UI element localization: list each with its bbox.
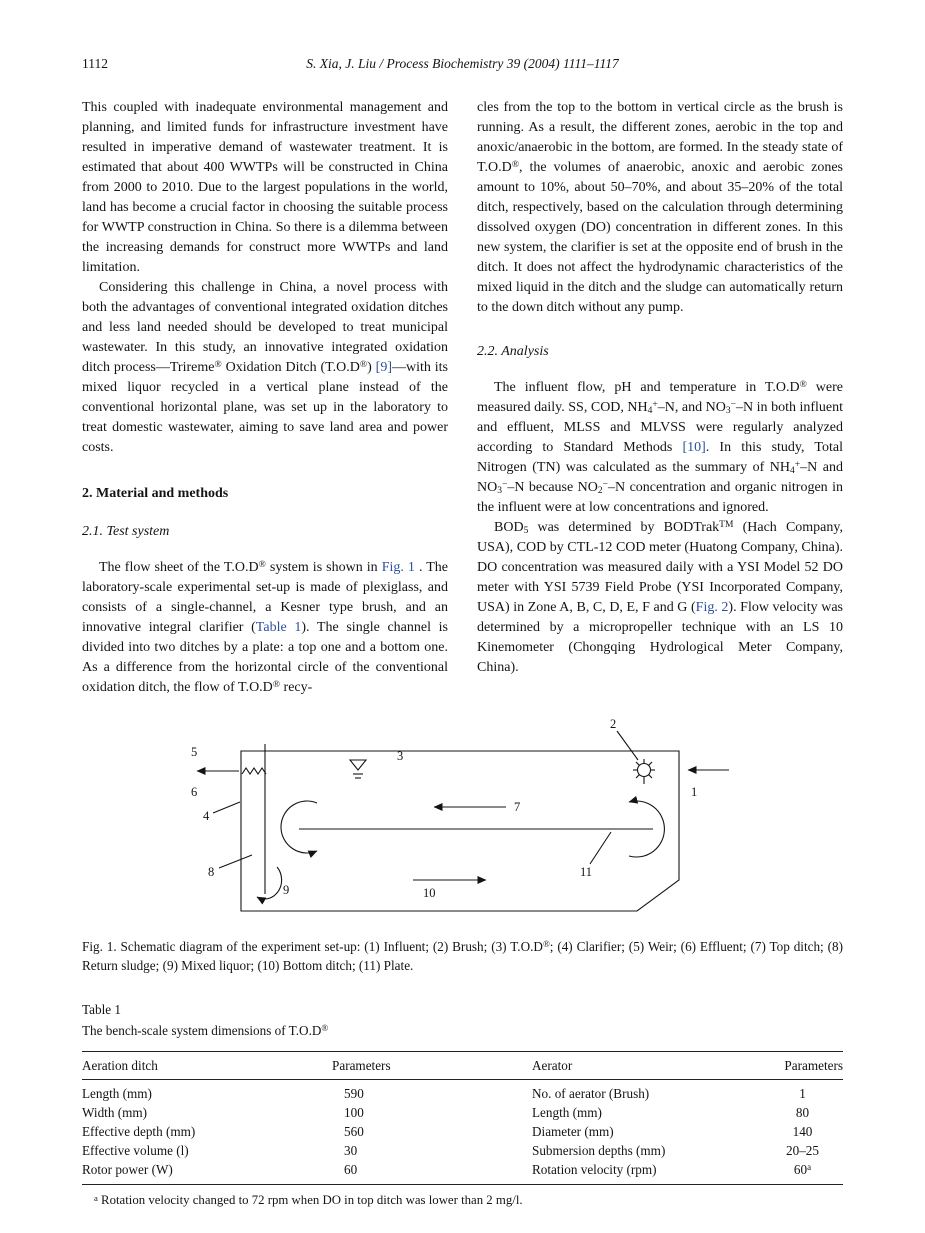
paragraph-intro — [82, 98, 448, 278]
figure-label-10: 10 — [422, 886, 435, 900]
table-cell — [82, 1103, 332, 1122]
text-segment: were measured daily. SS, COD, NH — [477, 380, 844, 415]
superscript: ® — [511, 160, 519, 171]
left-circulation-arrow — [281, 801, 317, 853]
superscript: + — [794, 460, 801, 471]
subscript: 3 — [725, 406, 731, 417]
figure-label-5: 5 — [190, 745, 197, 759]
text-segment: recy- — [280, 680, 313, 695]
table-cell — [82, 1080, 332, 1104]
text-segment: 80 — [795, 1105, 810, 1121]
figure-label-7: 7 — [513, 800, 520, 814]
column-header-parameters-1: Parameters — [332, 1052, 532, 1080]
table-row — [82, 1141, 843, 1160]
text-segment: Width (mm) — [82, 1105, 148, 1121]
figure-label-11: 11 — [579, 865, 592, 879]
superscript: ® — [799, 380, 807, 391]
table-cell — [532, 1122, 762, 1141]
text-segment: ). The single channel is divided into two ditches by a plate: a top one and a bottom one. As a difference from the horizontal circle of the conventional oxidation ditch, the flow of T.O.D — [82, 620, 448, 695]
paragraph-challenge — [82, 278, 448, 458]
table-cell — [82, 1122, 332, 1141]
figure-label-2: 2 — [609, 718, 616, 731]
superscript: ® — [272, 680, 281, 691]
figure-label-9: 9 — [282, 883, 289, 897]
table-cell — [532, 1103, 762, 1122]
superscript: − — [602, 480, 609, 491]
text-segment: 100 — [344, 1105, 364, 1121]
paragraph-measurements — [477, 378, 843, 518]
citation-link[interactable]: Table 1 — [255, 620, 302, 635]
page-header — [82, 56, 843, 76]
text-segment: The bench-scale system dimensions of T.O.D — [82, 1023, 322, 1039]
text-segment: system is shown in — [265, 560, 382, 575]
superscript: − — [502, 480, 508, 491]
paragraph-zones — [477, 98, 843, 318]
text-segment: 1 — [799, 1086, 806, 1102]
citation-link[interactable]: Fig. 2 — [695, 600, 729, 615]
superscript: ® — [542, 939, 550, 950]
text-segment: was determined by BODTrak — [528, 520, 720, 535]
text-segment: 590 — [344, 1086, 364, 1102]
text-segment: Length (mm) — [532, 1105, 602, 1121]
citation-link[interactable]: Fig. 1 — [381, 560, 415, 575]
figure-label-6: 6 — [190, 785, 197, 799]
superscript: − — [730, 400, 737, 411]
text-segment: , the volumes of anaerobic, anoxic and aerobic zones amount to 10%, about 50–70%, and about 35–20% of the total ditch, respectively, based on the calculation through determining dissolved oxygen (DO) concentration in different zones. In this new system, the clarifier is set at the opposite end of brush in the ditch. It does not affect the hydrodynamic characteristics of the mixed liquid in the ditch and the sludge can automatically return to the down ditch without any pump. — [477, 160, 843, 315]
column-header-aerator: Aerator — [532, 1052, 762, 1080]
subscript: 4 — [647, 406, 653, 417]
text-segment: 60 — [793, 1162, 808, 1178]
brush-leader-line — [617, 731, 638, 760]
superscript: TM — [719, 520, 734, 531]
tank-outline — [241, 751, 679, 911]
figure-label-4: 4 — [202, 809, 209, 823]
table-cell — [332, 1103, 532, 1122]
superscript: a — [807, 1162, 812, 1173]
table-cell — [762, 1141, 843, 1160]
text-segment: ; (4) Clarifier; (5) Weir; (6) Effluent; (7) Top ditch; (8) Return sludge; (9) Mixed liquor; (10) Bottom ditch; (11) Plate. — [82, 939, 843, 973]
table-cell — [332, 1080, 532, 1104]
text-segment: Effective volume (l) — [82, 1143, 189, 1159]
text-segment: —with its mixed liquor recycled in a vertical plane instead of the conventional horizontal plane, was set up in the laboratory to treat domestic wastewater, aiming to save land area and power costs. — [82, 360, 448, 455]
text-segment: 20–25 — [786, 1143, 819, 1159]
subscript: 3 — [497, 486, 502, 497]
right-column — [477, 98, 843, 698]
weir-icon — [242, 768, 266, 774]
subscript: 2 — [597, 486, 603, 497]
table-header-row — [82, 1052, 843, 1080]
dimensions-table — [82, 1051, 843, 1185]
section-heading-material-methods: 2. Material and methods — [82, 486, 229, 501]
table-cell — [82, 1160, 332, 1185]
table-caption — [82, 1022, 843, 1039]
text-segment: Diameter (mm) — [532, 1124, 614, 1140]
superscript: a — [94, 1192, 98, 1203]
text-segment: No. of aerator (Brush) — [532, 1086, 650, 1102]
text-segment: Submersion depths (mm) — [532, 1143, 666, 1159]
water-level-icon — [350, 760, 366, 770]
plate-leader-line — [590, 832, 611, 864]
column-header-parameters-2: Parameters — [762, 1052, 843, 1080]
body-columns — [82, 98, 843, 698]
table-cell — [332, 1160, 532, 1185]
text-segment: The flow sheet of the T.O.D — [99, 560, 259, 575]
table-row — [82, 1122, 843, 1141]
text-segment: –N because NO — [507, 480, 598, 495]
clarifier-leader-line — [213, 802, 240, 813]
table-cell — [332, 1141, 532, 1160]
text-segment: . The laboratory-scale experimental set-up is made of plexiglass, and consists of a single-channel, a Kesner type brush, and an innovative integral clarifier ( — [82, 560, 448, 635]
table-cell — [762, 1080, 843, 1104]
left-column — [82, 98, 448, 698]
text-segment: ). Flow velocity was determined by a micropropeller technique with an LS 10 Kinemometer (Chongqing Hydrological Meter Company, China). — [477, 600, 843, 675]
text-segment: Considering this challenge in China, a novel process with both the advantages of conventional integrated oxidation ditches and less land needed should be developed to treat municipal wastewater. In this study, an innovative integrated oxidation ditch process—Trireme — [82, 280, 448, 375]
text-segment: . In this study, Total Nitrogen (TN) was calculated as the summary of NH — [477, 440, 843, 475]
text-segment: (Hach Company, USA), COD by CTL-12 COD meter (Huatong Company, China). DO concentration was measured daily with a YSI Model 52 DO meter with YSI 5739 Field Probe (YSI Incorporated Company, USA) in Zone A, B, C, D, E, F and G ( — [477, 520, 843, 615]
subsection-heading-test-system: 2.1. Test system — [82, 524, 170, 539]
text-segment: –N, and NO — [657, 400, 726, 415]
table-row — [82, 1103, 843, 1122]
text-segment: Fig. 1. Schematic diagram of the experiment set-up: (1) Influent; (2) Brush; (3) T.O.D — [82, 939, 543, 954]
text-segment: ) — [367, 360, 376, 375]
table-row — [82, 1160, 843, 1185]
paragraph-instruments — [477, 518, 843, 678]
text-segment: Rotation velocity (rpm) — [532, 1162, 657, 1178]
text-segment: The influent flow, pH and temperature in T.O.D — [494, 380, 800, 395]
return-sludge-leader-line — [219, 855, 252, 868]
table-cell — [532, 1080, 762, 1104]
table-cell — [532, 1141, 762, 1160]
text-segment: Rotor power (W) — [82, 1162, 173, 1178]
text-segment: –N concentration and organic nitrogen in the influent were at low concentrations and ignored. — [477, 480, 843, 515]
paragraph-flow-sheet — [82, 558, 448, 698]
text-segment: Length (mm) — [82, 1086, 152, 1102]
figure-1-diagram — [183, 718, 743, 930]
page-number: 1112 — [82, 56, 108, 71]
text-segment: cles from the top to the bottom in vertical circle as the brush is running. As a result, the different zones, aerobic in the top and anoxic/anaerobic in the bottom, are formed. In the steady state of T.O.D — [477, 100, 843, 175]
table-cell — [82, 1141, 332, 1160]
table-1-section — [82, 1001, 843, 1209]
citation-link[interactable]: [10] — [682, 440, 706, 455]
running-title: S. Xia, J. Liu / Process Biochemistry 39 (2004) 1111–1117 — [306, 56, 619, 71]
table-cell — [762, 1103, 843, 1122]
superscript: + — [652, 400, 658, 411]
table-row — [82, 1080, 843, 1104]
table-label: Table 1 — [82, 1002, 121, 1018]
text-segment: 60 — [344, 1162, 358, 1178]
text-segment: This coupled with inadequate environmental management and planning, and limited funds for infrastructure investment have resulted in imperative demand of wastewater treatment. It is estimated that about 400 WWTPs will be constructed in China from 2000 to 2010. Due to the largest populations in the world, land has become a crucial factor in choosing the suitable process for WWTP construction in China. So there is a dilemma between the increasing demands for construct more WWTPs and land limitation. — [82, 100, 448, 275]
subscript: 5 — [523, 526, 529, 537]
text-segment: Oxidation Ditch (T.O.D — [221, 360, 360, 375]
table-cell — [762, 1160, 843, 1185]
figure-caption — [82, 938, 843, 975]
text-segment: Rotation velocity changed to 72 rpm when DO in top ditch was lower than 2 mg/l. — [97, 1193, 523, 1208]
superscript: ® — [321, 1023, 329, 1034]
figure-label-8: 8 — [207, 865, 214, 879]
text-segment: BOD — [494, 520, 524, 535]
text-segment: 140 — [792, 1124, 813, 1140]
text-segment: –N and NO — [477, 460, 843, 495]
text-segment: –N in both influent and effluent, MLSS and MLVSS were regularly analyzed according to Standard Methods — [477, 400, 844, 455]
brush-icon — [633, 759, 655, 784]
table-body — [82, 1080, 843, 1185]
text-segment: 30 — [344, 1143, 358, 1159]
subscript: 4 — [790, 466, 795, 477]
citation-link[interactable]: [9] — [375, 360, 392, 375]
figure-1 — [82, 718, 843, 975]
table-cell — [762, 1122, 843, 1141]
superscript: ® — [214, 360, 222, 371]
text-segment: Effective depth (mm) — [82, 1124, 196, 1140]
subsection-heading-analysis: 2.2. Analysis — [477, 344, 549, 359]
table-cell — [332, 1122, 532, 1141]
table-cell — [532, 1160, 762, 1185]
table-footnote — [82, 1192, 843, 1209]
mixed-liquor-arrow — [257, 867, 282, 899]
superscript: ® — [258, 560, 266, 571]
column-header-aeration-ditch: Aeration ditch — [82, 1052, 332, 1080]
figure-label-1: 1 — [690, 785, 697, 799]
figure-label-3: 3 — [396, 749, 403, 763]
text-segment: 560 — [344, 1124, 364, 1140]
superscript: ® — [359, 360, 368, 371]
